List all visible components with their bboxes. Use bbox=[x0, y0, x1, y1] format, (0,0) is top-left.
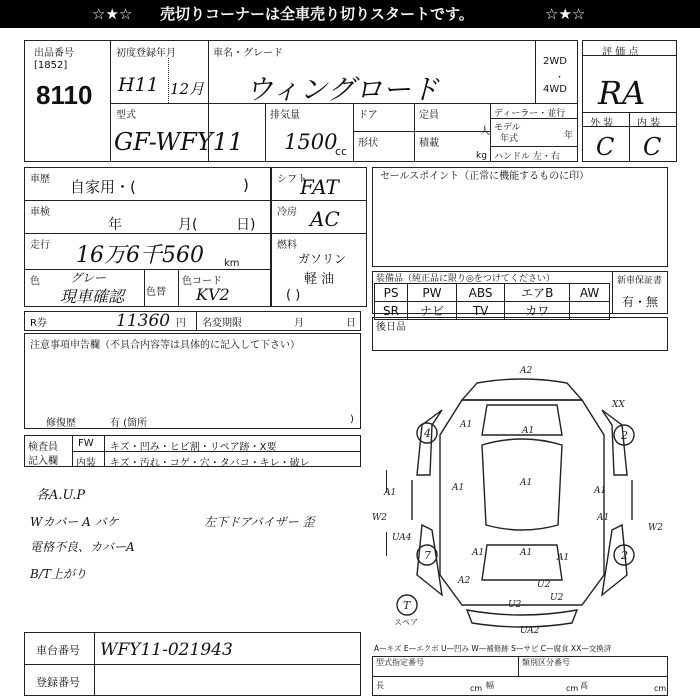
later-label: 後日品 bbox=[376, 322, 406, 333]
equip-label: 装備品（純正品に限り◎をつけてください） bbox=[376, 274, 555, 284]
score-value: RA bbox=[598, 74, 646, 112]
mark-u2-3: U2 bbox=[550, 593, 564, 603]
length-label: 長 bbox=[376, 681, 384, 690]
equip-abs: ABS bbox=[456, 284, 504, 302]
banner-stars-right: ☆★☆ bbox=[545, 5, 586, 23]
mark-a1-3: A1 bbox=[452, 483, 465, 493]
inspector-row1-items: キズ・凹み・ヒビ割・リペア跡・X要 bbox=[110, 442, 277, 453]
lot-label: 出品番号 bbox=[34, 48, 74, 59]
sales-point-box bbox=[372, 167, 668, 267]
capacity-label: 定員 bbox=[419, 110, 439, 121]
mark-7: 7 bbox=[424, 549, 431, 562]
mark-2b: 2 bbox=[621, 549, 628, 562]
exterior-label: 外 装 bbox=[590, 118, 614, 129]
fuel-value2: 軽 油 bbox=[304, 272, 335, 287]
equip-aw: AW bbox=[570, 284, 610, 302]
tax-value: 11360 bbox=[116, 311, 171, 331]
ac-value: AC bbox=[310, 207, 340, 231]
equip-airbag: エアB bbox=[505, 284, 570, 302]
comment-2: Wカバー A バケ bbox=[30, 515, 119, 529]
height-unit: cm bbox=[654, 684, 667, 693]
comment-1: 各A.U.P bbox=[36, 488, 86, 503]
history-close: ) bbox=[243, 176, 249, 194]
notes-label: 注意事項申告欄（不具合内容等は具体的に記入して下さい） bbox=[30, 340, 300, 351]
mark-ua2: UA2 bbox=[520, 626, 540, 635]
mileage-unit: km bbox=[224, 258, 240, 269]
tax-row bbox=[24, 311, 361, 331]
mark-a1-1: A1 bbox=[460, 420, 473, 430]
year-unit: 年 bbox=[564, 131, 574, 141]
width-unit: cm bbox=[566, 684, 579, 693]
mark-front: A2 bbox=[520, 366, 533, 376]
mark-w2-left: W2 bbox=[372, 513, 387, 523]
reg-label: 登録番号 bbox=[36, 676, 80, 689]
interior-value: C bbox=[643, 133, 662, 161]
mark-w2-right: W2 bbox=[648, 523, 663, 533]
mark-xx: XX bbox=[612, 400, 625, 410]
load-unit: kg bbox=[476, 151, 487, 161]
color-value: グレー bbox=[70, 271, 107, 285]
spare-label: スペア bbox=[394, 618, 418, 627]
inspector-label1: 検査員 bbox=[28, 442, 58, 453]
width-label: 幅 bbox=[486, 681, 494, 690]
damage-legend: A—キズ E—エクボ U—凹み W—補修跡 S—サビ C—腐食 XX—交換済 bbox=[374, 644, 612, 653]
mark-a1-9: A1 bbox=[520, 548, 533, 558]
fuel-label: 燃料 bbox=[277, 240, 297, 251]
chassis-value: WFY11-021943 bbox=[100, 640, 233, 660]
equip-navi: ナビ bbox=[408, 302, 457, 320]
lot-sub: [1852] bbox=[34, 60, 68, 71]
mark-a1-2: A1 bbox=[522, 426, 535, 436]
comment-3: 電格不良、カバーA bbox=[30, 540, 135, 554]
mark-ua4: UA4 bbox=[392, 533, 412, 543]
name-change-day: 日 bbox=[346, 318, 356, 329]
equipment-grid bbox=[374, 283, 610, 320]
inspector-label2: 記入欄 bbox=[28, 456, 58, 467]
car-damage-diagram bbox=[372, 355, 672, 635]
inspection-label: 車検 bbox=[30, 207, 50, 218]
interior-label: 内 装 bbox=[637, 118, 661, 129]
shift-value: FAT bbox=[300, 175, 339, 199]
capacity-unit: 人 bbox=[480, 126, 490, 137]
equip-tv: TV bbox=[456, 302, 504, 320]
history-label: 車歴 bbox=[30, 174, 50, 185]
mark-a1-10: A1 bbox=[384, 488, 397, 498]
comment-right: 左下ドアバイザー 歪 bbox=[204, 515, 315, 529]
fuel-value: ガソリン bbox=[298, 252, 347, 266]
new-warranty-value: 有・無 bbox=[622, 295, 659, 309]
new-warranty-label: 新車保証書 bbox=[617, 276, 663, 286]
model-label: 型式 bbox=[116, 110, 136, 121]
banner-stars-left: ☆★☆ bbox=[92, 5, 133, 23]
name-change-month: 月 bbox=[294, 318, 304, 329]
inspector-row2-head: 内装 bbox=[76, 458, 96, 469]
equip-pw: PW bbox=[408, 284, 457, 302]
model-value: GF-WFY11 bbox=[114, 128, 244, 156]
color-label: 色 bbox=[30, 276, 40, 287]
dim-label: 型式指定番号 bbox=[376, 658, 424, 667]
score-label: 評 価 点 bbox=[602, 47, 639, 58]
mark-a2: A2 bbox=[458, 576, 471, 586]
equip-sr: SR bbox=[375, 302, 408, 320]
color-change-label: 色替 bbox=[146, 287, 166, 298]
history-value: 自家用・( bbox=[70, 178, 136, 196]
first-reg-label: 初度登録年月 bbox=[116, 48, 176, 59]
displacement-value: 1500 bbox=[284, 130, 338, 154]
equip-leather: カワ bbox=[505, 302, 570, 320]
mark-4: 4 bbox=[424, 427, 431, 440]
first-reg-month: 12月 bbox=[170, 80, 205, 98]
name-value: ウィングロード bbox=[245, 73, 439, 106]
name-label: 車名・グレード bbox=[213, 48, 283, 59]
sales-label: セールスポイント（正常に機能するものに印） bbox=[380, 171, 590, 182]
tax-unit: 円 bbox=[176, 318, 186, 329]
mark-a1-5: A1 bbox=[520, 478, 533, 488]
shape-label: 形状 bbox=[358, 138, 378, 149]
exterior-value: C bbox=[596, 133, 615, 161]
lot-number: 8110 bbox=[36, 80, 93, 110]
class-label: 類別区分番号 bbox=[522, 658, 570, 667]
dealer-label: ディーラー・並行 bbox=[494, 109, 566, 119]
name-change-label: 名変期限 bbox=[202, 318, 242, 329]
repair-close: ) bbox=[350, 414, 354, 425]
chassis-label: 車台番号 bbox=[36, 644, 80, 657]
height-label: 高 bbox=[580, 681, 588, 690]
mark-u2-1: U2 bbox=[537, 580, 551, 590]
top-banner bbox=[0, 0, 700, 28]
mark-a1-7: A1 bbox=[557, 553, 570, 563]
inspection-month: 月( bbox=[178, 217, 198, 233]
color-code-value: KV2 bbox=[196, 285, 230, 304]
handle-label: ハンドル 左・右 bbox=[494, 152, 560, 162]
mark-a1-8: A1 bbox=[597, 513, 610, 523]
first-reg-year: H11 bbox=[118, 74, 159, 96]
spare-mark: T bbox=[403, 599, 411, 612]
drive-2wd: 2WD bbox=[543, 56, 567, 67]
mark-u2-2: U2 bbox=[508, 600, 522, 610]
displacement-unit: cc bbox=[335, 145, 348, 158]
displacement-label: 排気量 bbox=[270, 110, 300, 121]
equip-ps: PS bbox=[375, 284, 408, 302]
length-unit: cm bbox=[470, 684, 483, 693]
door-label: ドア bbox=[358, 110, 378, 121]
inspector-row2-items: キズ・汚れ・コゲ・穴・タバコ・キレ・破レ bbox=[110, 458, 310, 469]
repair-value: 有 (箇所 bbox=[110, 418, 148, 429]
load-label: 積載 bbox=[419, 138, 439, 149]
inspection-year: 年 bbox=[108, 217, 122, 233]
repair-label: 修復歴 bbox=[46, 418, 76, 429]
inspection-day: 日) bbox=[236, 217, 256, 233]
drive-4wd: 4WD bbox=[543, 84, 567, 95]
inspector-row1-head: FW bbox=[78, 438, 94, 449]
mark-a1-6: A1 bbox=[472, 548, 485, 558]
mark-2a: 2 bbox=[621, 429, 628, 442]
mark-a1-4: A1 bbox=[594, 486, 607, 496]
comment-4: B/T上がり bbox=[30, 567, 87, 581]
fuel-paren: ( ) bbox=[286, 288, 301, 303]
color-code-label: 色コード bbox=[182, 276, 222, 287]
shift-label: シフト bbox=[277, 174, 307, 185]
banner-title: 売切りコーナーは全車売り切りスタートです。 bbox=[160, 5, 474, 23]
ac-label: 冷房 bbox=[277, 207, 297, 218]
later-items-box bbox=[372, 317, 668, 351]
mileage-label: 走行 bbox=[30, 240, 50, 251]
tax-label: R券 bbox=[30, 318, 47, 329]
color-value2: 現車確認 bbox=[60, 287, 125, 306]
mileage-value: 16万6千560 bbox=[76, 243, 204, 268]
